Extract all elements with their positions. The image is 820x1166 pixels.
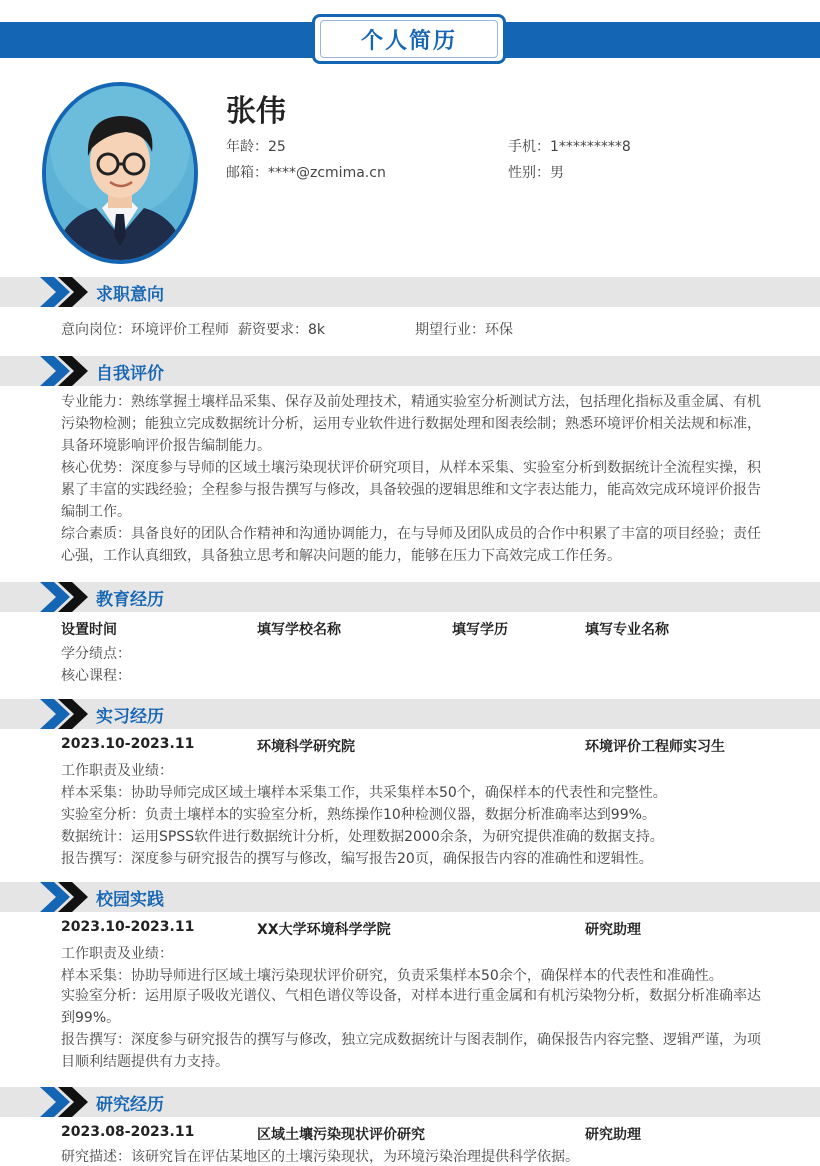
internship-item: 报告撰写：深度参与研究报告的撰写与修改，编写报告20页，确保报告内容的准确性和逻辑性。: [61, 851, 653, 867]
email-row: [226, 162, 386, 182]
internship-org: 环境科学研究院: [257, 739, 355, 755]
resume-title-box: [312, 14, 506, 64]
self-eval-overall: 综合素质：具备良好的团队合作精神和沟通协调能力，在与导师及团队成员的合作中积累了丰富的项目经验；责任心强，工作认真细致，具备独立思考和解决问题的能力，能够在压力下高效完成工作任务。: [61, 526, 761, 564]
campus-org: XX大学环境科学学院: [257, 922, 391, 938]
chevron-right-icon: [58, 1087, 90, 1117]
internship-role: 环境评价工程师实习生: [585, 739, 725, 755]
section-title-campus: 校园实践: [96, 890, 164, 910]
intent-salary: 薪资要求：8k: [238, 322, 326, 338]
research-description: 研究描述：该研究旨在评估某地区的土壤污染现状，为环境污染治理提供科学依据。: [61, 1149, 579, 1165]
campus-item-report: 报告撰写：深度参与研究报告的撰写与修改，独立完成数据统计与图表制作，确保报告内容完整、逻辑严谨，为项目顺利结题提供有力支持。: [61, 1032, 761, 1070]
age-value: 25: [268, 139, 286, 155]
internship-item: 数据统计：运用SPSS软件进行数据统计分析，处理数据2000余条，为研究提供准确的数据支持。: [61, 829, 664, 845]
person-photo-icon: [46, 86, 194, 260]
education-major: 填写专业名称: [585, 622, 669, 638]
gender-label: 性别：: [508, 165, 550, 181]
section-header-internship: [0, 699, 820, 729]
research-time: 2023.08-2023.11: [61, 1124, 195, 1140]
campus-role: 研究助理: [585, 922, 641, 938]
phone-value: 1*********8: [550, 139, 631, 155]
resume-title: 个人简历: [320, 20, 498, 58]
intent-industry: 期望行业：环保: [415, 322, 513, 338]
avatar: [42, 82, 198, 264]
gender-value: 男: [550, 165, 564, 181]
phone-row: [508, 136, 631, 156]
self-eval-core: 核心优势：深度参与导师的区域土壤污染现状评价研究项目，从样本采集、实验室分析到数据统计全流程实操，积累了丰富的实践经验；全程参与报告撰写与修改，具备较强的逻辑思维和文字表达能力，能高效完成环境评价报告编制工作。: [61, 460, 761, 520]
section-header-self-eval: [0, 356, 820, 386]
email-label: 邮箱：: [226, 165, 268, 181]
section-title-research: 研究经历: [96, 1095, 164, 1115]
education-courses: 核心课程：: [61, 668, 131, 684]
internship-time: 2023.10-2023.11: [61, 736, 195, 752]
gender-row: [508, 162, 564, 182]
chevron-right-icon: [58, 277, 90, 307]
internship-item: 实验室分析：负责土壤样本的实验室分析，熟练操作10种检测仪器，数据分析准确率达到99%。: [61, 807, 656, 823]
intent-position: 意向岗位：环境评价工程师: [61, 322, 229, 338]
campus-time: 2023.10-2023.11: [61, 919, 195, 935]
section-header-intent: [0, 277, 820, 307]
section-title-education: 教育经历: [96, 590, 164, 610]
chevron-right-icon: [58, 882, 90, 912]
section-header-campus: [0, 882, 820, 912]
campus-item-lab: 实验室分析：运用原子吸收光谱仪、气相色谱仪等设备，对样本进行重金属和有机污染物分析，数据分析准确率达到99%。: [61, 988, 761, 1026]
education-school: 填写学校名称: [257, 622, 341, 638]
education-gpa: 学分绩点：: [61, 646, 131, 662]
self-eval-professional: 专业能力：熟练掌握土壤样品采集、保存及前处理技术，精通实验室分析测试方法，包括理化指标及重金属、有机污染物检测；能独立完成数据统计分析，运用专业软件进行数据处理和图表绘制；熟悉环境评价相关法规和标准，具备环境影响评价报告编制能力。: [61, 394, 761, 454]
section-title-internship: 实习经历: [96, 707, 164, 727]
internship-item: 样本采集：协助导师完成区域土壤样本采集工作，共采集样本50个，确保样本的代表性和完整性。: [61, 785, 667, 801]
email-value: ****@zcmima.cn: [268, 165, 386, 181]
campus-duty-label: 工作职责及业绩：: [61, 946, 173, 962]
chevron-right-icon: [58, 699, 90, 729]
education-degree: 填写学历: [452, 622, 508, 638]
age-row: [226, 136, 286, 156]
education-time: 设置时间: [61, 622, 117, 638]
internship-duty-label: 工作职责及业绩：: [61, 763, 173, 779]
campus-item-sampling: 样本采集：协助导师进行区域土壤污染现状评价研究，负责采集样本50余个，确保样本的代表性和准确性。: [61, 968, 723, 984]
section-header-education: [0, 582, 820, 612]
section-header-research: [0, 1087, 820, 1117]
age-label: 年龄：: [226, 139, 268, 155]
phone-label: 手机：: [508, 139, 550, 155]
research-project: 区域土壤污染现状评价研究: [257, 1127, 425, 1143]
profile-name: 张伟: [226, 94, 286, 129]
section-title-intent: 求职意向: [96, 285, 164, 305]
section-title-self-eval: 自我评价: [96, 364, 164, 384]
research-role: 研究助理: [585, 1127, 641, 1143]
chevron-right-icon: [58, 356, 90, 386]
chevron-right-icon: [58, 582, 90, 612]
